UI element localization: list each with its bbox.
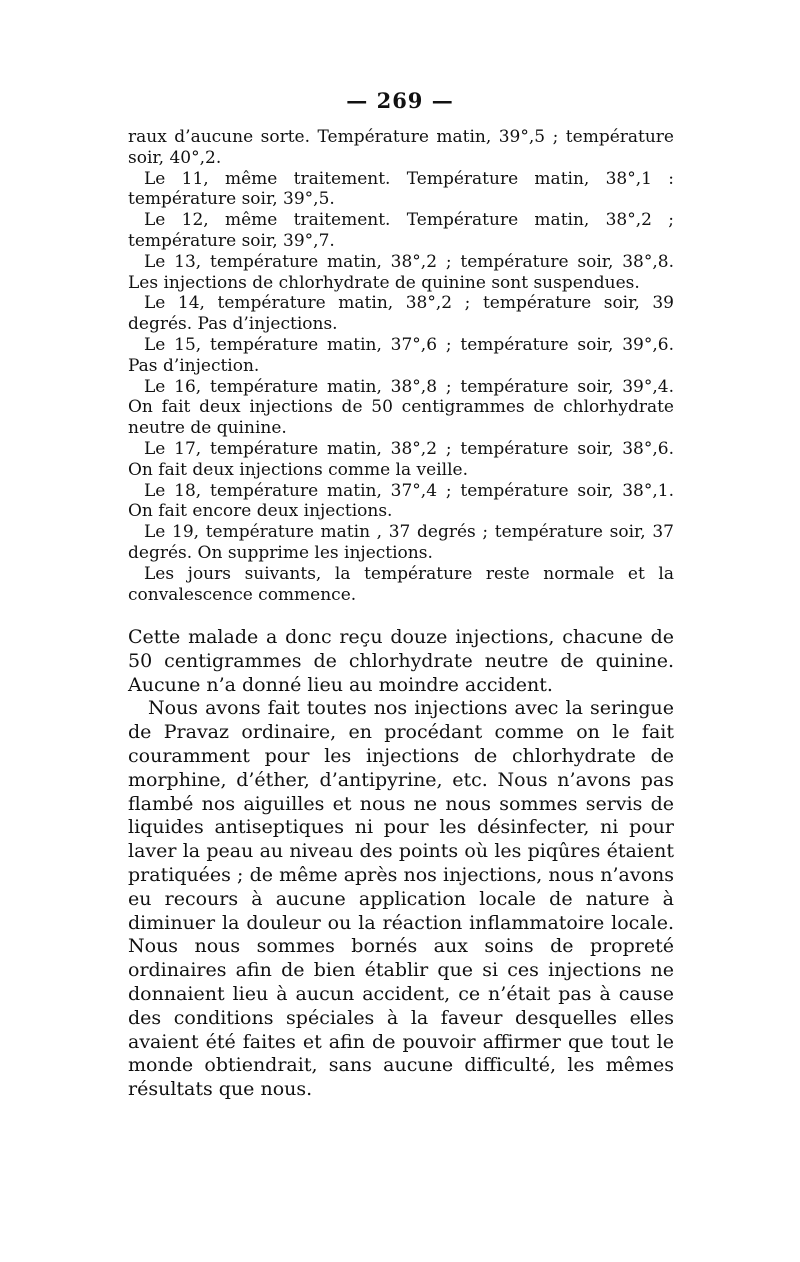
observation-paragraph: Le 12, même traitement. Température matin, 38°,2 ; température soir, 39°,7. [128, 210, 674, 251]
body-paragraph: Nous avons fait toutes nos injections avec la seringue de Pravaz ordinaire, en procédant comme on le fait couramment pour les injections de chlorhydrate de morphine, d’éther, d’antipyrine, etc. Nous n’avons pas flambé nos aiguilles et nous ne nous sommes servis de liquides antiseptiques ni pour les désinfecter, ni pour laver la peau au niveau des points où les piqûres étaient pratiquées ; de même après nos injections, nous n’avons eu recours à aucune application locale de nature à diminuer la douleur ou la réaction inflammatoire locale. Nous nous sommes bornés aux soins de propreté ordinaires afin de bien établir que si ces injections ne donnaient lieu à aucun accident, ce n’était pas à cause des conditions spéciales à la faveur desquelles elles avaient été faites et afin de pouvoir affirmer que tout le monde obtiendrait, sans aucune difficulté, les mêmes résultats que nous. [128, 697, 674, 1101]
observation-paragraph: Les jours suivants, la température reste normale et la convalescence commence. [128, 563, 674, 605]
body-text [128, 626, 674, 1102]
observation-paragraph: raux d’aucune sorte. Température matin, 39°,5 ; température soir, 40°,2. [128, 127, 674, 168]
observation-paragraph: Le 19, température matin , 37 degrés ; température soir, 37 degrés. On supprime les injections. [128, 522, 674, 563]
observation-paragraph: Le 16, température matin, 38°,8 ; température soir, 39°,4. On fait deux injections de 50 centigrammes de chlorhydrate neutre de quinine. [128, 376, 674, 439]
observation-paragraph: Le 15, température matin, 37°,6 ; température soir, 39°,6. Pas d’injection. [128, 334, 674, 376]
page-number: — 269 — [346, 88, 454, 113]
observation-paragraph: Le 18, température matin, 37°,4 ; température soir, 38°,1. On fait encore deux injections. [128, 480, 674, 522]
observation-paragraph: Le 13, température matin, 38°,2 ; température soir, 38°,8. Les injections de chlorhydrate de quinine sont suspendues. [128, 251, 674, 293]
body-paragraph: Cette malade a donc reçu douze injections, chacune de 50 centigrammes de chlorhydrate neutre de quinine. Aucune n’a donné lieu au moindre accident. [128, 626, 674, 696]
case-observations [128, 127, 674, 605]
observation-paragraph: Le 17, température matin, 38°,2 ; température soir, 38°,6. On fait deux injections comme la veille. [128, 438, 674, 480]
observation-paragraph: Le 14, température matin, 38°,2 ; température soir, 39 degrés. Pas d’injections. [128, 293, 674, 335]
observation-paragraph: Le 11, même traitement. Température matin, 38°,1 : température soir, 39°,5. [128, 168, 674, 210]
